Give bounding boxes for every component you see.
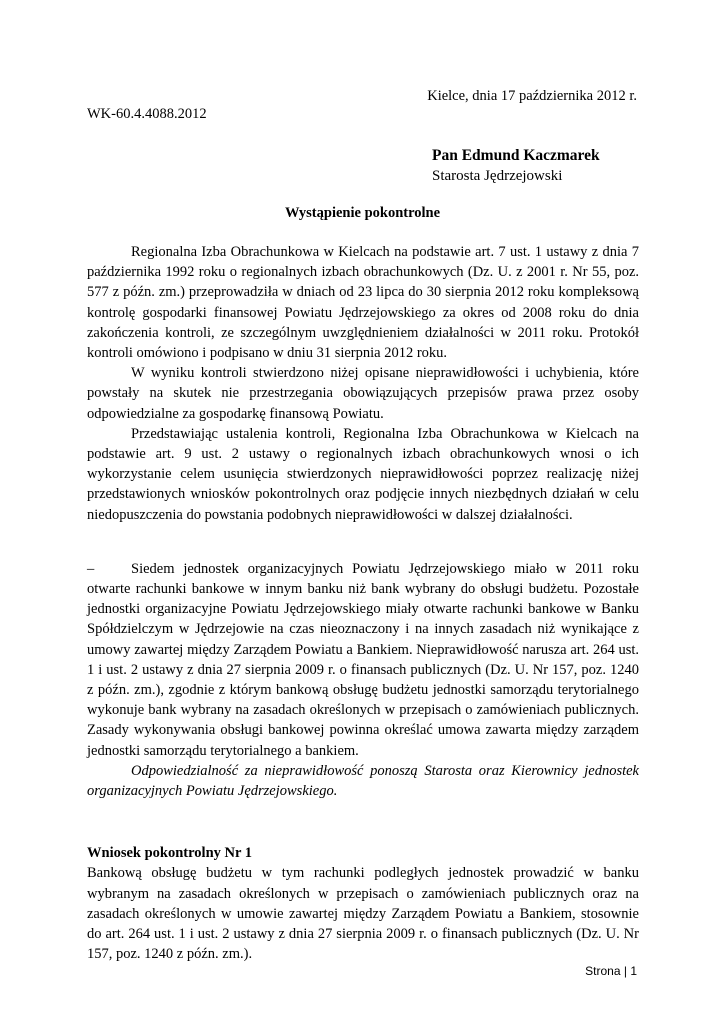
- reference-number: WK-60.4.4088.2012: [87, 106, 207, 122]
- finding-dash: –: [87, 560, 95, 577]
- paragraph-request: Przedstawiając ustalenia kontroli, Regionalna Izba Obrachunkowa w Kielcach na podstawie art. 9 ust. 2 ustawy o regionalnych izbach obrachunkowych wnosi o ich wykorzystanie celem usunięcia stwierdzonych nieprawidłowości poprzez realizację niżej przedstawionych wniosków pokontrolnych oraz podjęcie innych niezbędnych działań w celu niedopuszczenia do powstania podobnych nieprawidłowości w dalszej działalności.: [87, 425, 639, 523]
- paragraph-findings: W wyniku kontroli stwierdzono niżej opisane nieprawidłowości i uchybienia, które powstały na skutek nie przestrzegania obowiązujących przepisów prawa przez osoby odpowiedzialne za gospodarkę finansową Powiatu.: [87, 365, 639, 422]
- spacer: [87, 801, 639, 823]
- finding-item: [87, 559, 639, 761]
- finding-text: Siedem jednostek organizacyjnych Powiatu Jędrzejowskiego miało w 2011 roku otwarte rachunki bankowe w innym banku niż bank wybrany do obsługi budżetu. Pozostałe jednostki organizacyjne Powiatu Jędrzejowskiego miały otwarte rachunki bankowe w Banku Spółdzielczym w Jędrzejowie na czas nieoznaczony i na innych zasadach niż wynikające z umowy zawartej między Zarządem Powiatu a Bankiem. Nieprawidłowość narusza art. 264 ust. 1 i ust. 2 ustawy z dnia 27 sierpnia 2009 r. o finansach publicznych (Dz. U. Nr 157, poz. 1240 z późn. zm.), zgodnie z którym bankową obsługę budżetu jednostki samorządu terytorialnego wykonuje bank wybrany na zasadach określonych w przepisach o zamówieniach publicznych. Zasady wykonywania obsługi bankowej powinna określać umowa zawarta między zarządem jednostki samorządu terytorialnego a bankiem.: [87, 560, 639, 759]
- addressee-block: [432, 145, 600, 187]
- document-title: Wystąpienie pokontrolne: [284, 205, 441, 221]
- addressee-name: Pan Edmund Kaczmarek: [432, 147, 600, 164]
- conclusion-text: Bankową obsługę budżetu w tym rachunki podległych jednostek prowadzić w banku wybranym na zasadach określonych w przepisach o zamówieniach publicznych oraz na zasadach określonych w umowie zawartej między Zarządem Powiatu a Bankiem, stosownie do art. 264 ust. 1 i ust. 2 ustawy z dnia 27 sierpnia 2009 r. o finansach publicznych (Dz. U. Nr 157, poz. 1240 z późn. zm.).: [87, 865, 639, 963]
- paragraph-intro: Regionalna Izba Obrachunkowa w Kielcach na podstawie art. 7 ust. 1 ustawy z dnia 7 października 1992 roku o regionalnych izbach obrachunkowych (Dz. U. z 2001 r. Nr 55, poz. 577 z późn. zm.) przeprowadziła w dniach od 23 lipca do 30 sierpnia 2012 roku kompleksową kontrolę gospodarki finansowej Powiatu Jędrzejowskiego za okres od 2008 roku do dnia zakończenia kontroli, ze szczególnym uwzględnieniem działalności w 2011 roku. Protokół kontroli omówiono i podpisano w dniu 31 sierpnia 2012 roku.: [87, 244, 639, 362]
- letter-date: Kielce, dnia 17 października 2012 r.: [427, 88, 637, 104]
- addressee-position: Starosta Jędrzejowski: [432, 168, 563, 184]
- document-body: [87, 242, 639, 965]
- spacer: [87, 525, 639, 559]
- conclusion-heading: Wniosek pokontrolny Nr 1: [87, 845, 253, 862]
- page-number: Strona | 1: [585, 964, 637, 978]
- finding-responsibility: Odpowiedzialność za nieprawidłowość ponoszą Starosta oraz Kierownicy jednostek organizacyjnych Powiatu Jędrzejowskiego.: [87, 762, 639, 800]
